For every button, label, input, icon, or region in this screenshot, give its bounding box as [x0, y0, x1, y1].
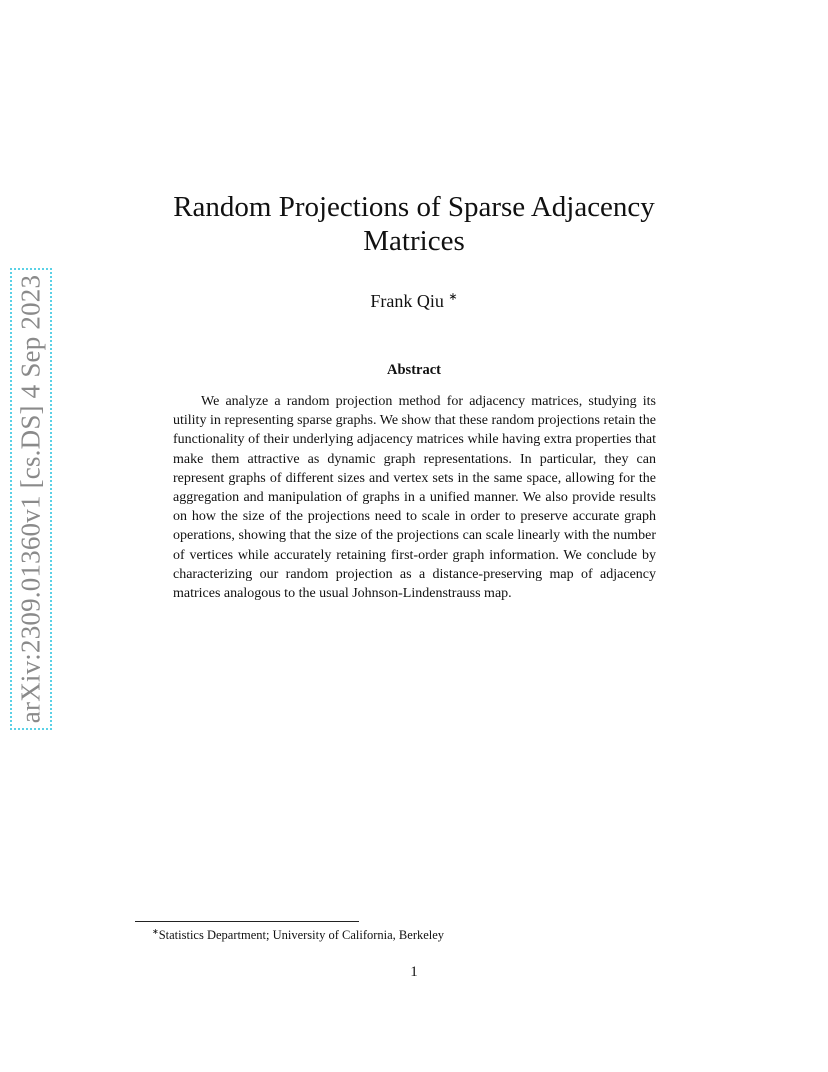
author-name: Frank Qiu: [370, 291, 444, 311]
abstract-heading: Abstract: [387, 362, 441, 378]
footnote-text: Statistics Department; University of California, Berkeley: [158, 928, 445, 943]
page-number: 1: [410, 964, 418, 980]
footnote-marker: ∗: [152, 927, 159, 936]
arxiv-stamp: [10, 268, 52, 730]
footnote-rule: [135, 921, 359, 922]
footnote: [152, 927, 444, 943]
arxiv-stamp-text: arXiv:2309.01360v1 [cs.DS] 4 Sep 2023: [15, 274, 46, 724]
author-footnote-marker: ∗: [448, 291, 458, 303]
author-line: [140, 290, 688, 312]
abstract-body: We analyze a random projection method for adjacency matrices, studying its utility in representing sparse graphs. We show that these random projections retain the functionality of their underlying adjacency matrices while having extra properties that make them attractive as dynamic graph representations. In particular, they can represent graphs of different sizes and vertex sets in the same space, allowing for the aggregation and manipulation of graphs in a unified manner. We also provide results on how the size of the projections need to scale in order to preserve accurate graph operations, showing that the size of the projections can scale linearly with the number of vertices while accurately retaining first-order graph information. We conclude by characterizing our random projection as a distance-preserving map of adjacency matrices analogous to the usual Johnson-Lindenstrauss map.: [173, 394, 656, 602]
paper-title: Random Projections of Sparse Adjacency Matrices: [173, 191, 655, 257]
